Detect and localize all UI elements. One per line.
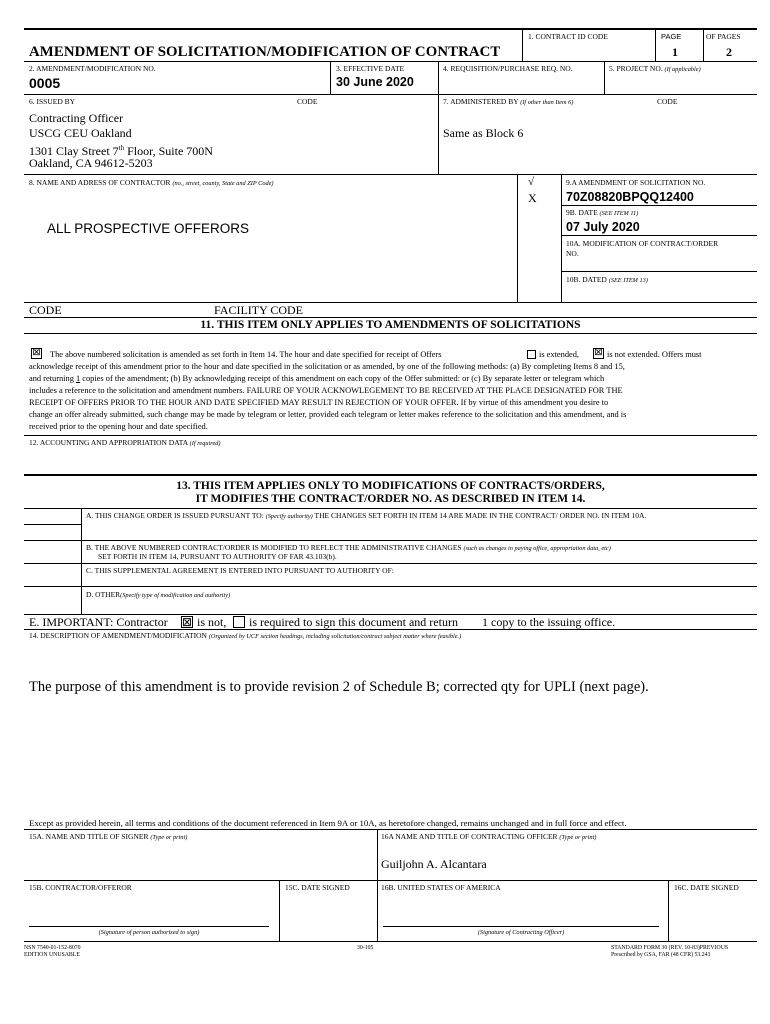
rule <box>24 474 757 476</box>
rule <box>24 302 757 303</box>
item-11-line-5: RECEIPT OF OFFERS PRIOR TO THE HOUR AND DATE SPECIFIED MAY RESULT IN REJECTION OF YOUR OFFER. If by virtue of this amendment you desire to <box>29 398 609 407</box>
divider <box>517 174 518 302</box>
item-15c-label: 15C. DATE SIGNED <box>285 883 350 892</box>
rule <box>24 880 757 881</box>
item-9b-label: 9B. DATE (SEE ITEM 11) <box>566 208 639 217</box>
contractor-label: 8. NAME AND ADRESS OF CONTRACTOR (no., street, county, State and ZIP Code) <box>29 178 274 187</box>
is-not-text: is not, <box>197 615 227 629</box>
rule <box>24 941 757 942</box>
page-value: 1 <box>672 45 678 59</box>
rule <box>24 508 757 509</box>
effective-date-label: 3. EFFECTIVE DATE <box>336 64 405 73</box>
item-11-line-3: and returning 1 copies of the amendment; (b) By acknowledging receipt of this amendment on each copy of the Offer submitted: or (c) By separate letter or telegram which <box>29 374 605 383</box>
item-13b-1: B. THE ABOVE NUMBERED CONTRACT/ORDER IS MODIFIED TO REFLECT THE ADMINISTRATIVE CHANGES (such as changes in paying office, appropriation data, etc) <box>86 543 611 552</box>
code-bottom-label: CODE <box>29 303 62 317</box>
rule <box>24 61 757 62</box>
important-label: E. IMPORTANT: Contractor <box>29 615 168 629</box>
item-13-heading-2: IT MODIFIES THE CONTRACT/ORDER NO. AS DESCRIBED IN ITEM 14. <box>195 493 586 505</box>
rule <box>24 629 757 630</box>
rule <box>24 317 757 318</box>
administered-by-code-label: CODE <box>657 97 678 106</box>
facility-code-label: FACILITY CODE <box>214 303 303 317</box>
rule <box>561 205 757 206</box>
item-9a-value: 70Z08820BPQQ12400 <box>566 190 694 204</box>
footer-edition: EDITION UNUSABLE <box>24 952 80 958</box>
rule <box>24 540 757 541</box>
administered-by-label: 7. ADMINISTERED BY (If other than Item 6) <box>443 97 574 106</box>
footer-sf: STANDARD FORM 30 (REV. 10-83)PREVIOUS <box>611 945 729 951</box>
divider <box>438 61 439 94</box>
item-10a-label-1: 10A. MODIFICATION OF CONTRACT/ORDER <box>566 239 719 248</box>
item-15a-label: 15A. NAME AND TITLE OF SIGNER (Type or print) <box>29 832 188 841</box>
item-11-line-4: includes a reference to the solicitation and amendment numbers. FAILURE OF YOUR ACKNOWLEGEMENT TO BE RECEIVED AT THE PLACE DESIGNATED FOR THE <box>29 386 623 395</box>
item-13a: A. THIS CHANGE ORDER IS ISSUED PURSUANT TO: (Specify authority) THE CHANGES SET FORTH IN ITEM 14 ARE MADE IN THE CONTRACT/ ORDER NO. IN ITEM 10A. <box>86 511 647 520</box>
rule <box>24 333 757 334</box>
divider <box>703 29 704 61</box>
item-11-line-6: change an offer already submitted, such change may be made by telegram or letter, provided each telegram or letter makes reference to the solicitation and this amendment, and is <box>29 410 627 419</box>
amendment-no-value: 0005 <box>29 75 61 91</box>
item-14-label: 14. DESCRIPTION OF AMENDMENT/MODIFICATION (Organized by UCF section headings, including solicitation/contract subject matter where feasible.) <box>29 631 462 640</box>
item-10b-label: 10B. DATED (SEE ITEM 13) <box>566 275 648 284</box>
item-15b-label: 15B. CONTRACTOR/OFFEROR <box>29 883 132 892</box>
page-label: PAGE <box>661 32 682 41</box>
top-rule <box>24 28 757 30</box>
sig-co-note: (Signature of Contracting Officer) <box>477 929 565 936</box>
of-pages-label: OF PAGES <box>706 32 741 41</box>
divider <box>438 94 439 174</box>
of-pages-value: 2 <box>726 45 732 59</box>
rule <box>24 829 757 830</box>
project-no-label: 5. PROJECT NO. (If applicable) <box>609 64 701 73</box>
divider <box>330 61 331 94</box>
divider <box>81 508 82 614</box>
rule <box>561 235 757 236</box>
footer-num: 30-105 <box>357 945 374 951</box>
issued-by-line-3: 1301 Clay Street 7th Floor, Suite 700N <box>29 144 213 158</box>
divider <box>604 61 605 94</box>
issued-by-line-2: USCG CEU Oakland <box>29 126 132 140</box>
issued-by-line-4: Oakland, CA 94612-5203 <box>29 156 153 170</box>
amendment-no-label: 2. AMENDMENT/MODIFICATION NO. <box>29 64 156 73</box>
is-not-checkbox[interactable]: ⊠ <box>182 615 193 629</box>
rule <box>24 586 757 587</box>
divider <box>561 174 562 302</box>
signature-line <box>383 926 659 927</box>
divider <box>279 880 280 941</box>
rule <box>24 563 757 564</box>
item-16a-value: Guiljohn A. Alcantara <box>381 857 487 871</box>
item-13-heading-1: 13. THIS ITEM APPLIES ONLY TO MODIFICATIONS OF CONTRACTS/ORDERS, <box>176 480 605 492</box>
issued-by-line-1: Contracting Officer <box>29 111 124 125</box>
item-11-heading: 11. THIS ITEM ONLY APPLIES TO AMENDMENTS OF SOLICITATIONS <box>200 319 581 331</box>
item-10a-label-2: NO. <box>566 249 579 258</box>
is-extended-text: is extended, <box>539 350 580 359</box>
item-14-text: The purpose of this amendment is to provide revision 2 of Schedule B; corrected qty for UPLI (next page). <box>29 679 649 695</box>
rule <box>24 524 81 525</box>
amended-checkbox[interactable]: ⊠ <box>32 347 41 358</box>
form-title: AMENDMENT OF SOLICITATION/MODIFICATION OF CONTRACT <box>29 44 501 60</box>
rule <box>24 435 757 436</box>
requisition-label: 4. REQUISITION/PURCHASE REQ. NO. <box>443 64 573 73</box>
contract-id-code-label: 1. CONTRACT ID CODE <box>528 32 608 41</box>
sig-person-note: (Signature of person authorized to sign) <box>98 929 200 936</box>
administered-by-value: Same as Block 6 <box>443 126 524 140</box>
item-16a-label: 16A NAME AND TITLE OF CONTRACTING OFFICER (Type or print) <box>381 832 597 841</box>
rule <box>24 94 757 95</box>
rule <box>561 271 757 272</box>
item-12-label: 12. ACCOUNTING AND APPROPRIATION DATA (If required) <box>29 438 221 447</box>
item-13b-2: SET FORTH IN ITEM 14, PURSUANT TO AUTHORITY OF FAR 43.103(b). <box>98 552 337 561</box>
item-9a-label: 9.A AMENDMENT OF SOLICITATION NO. <box>566 178 706 187</box>
footer-gsa: Prescribed by GSA, FAR (48 CFR) 53.243 <box>611 952 711 958</box>
divider <box>655 29 656 61</box>
check-9b: X <box>528 191 537 205</box>
item-13d: D. OTHER(Specify type of modification and authority) <box>86 590 231 599</box>
contractor-value: ALL PROSPECTIVE OFFERORS <box>47 221 250 236</box>
item-11-line-2: acknowledge receipt of this amendment prior to the hour and date specified in the solicitation or as amended, by one of the following methods: (a) By completing Items 8 and 15, <box>29 362 625 371</box>
item-9b-value: 07 July 2020 <box>566 220 640 234</box>
check-9a: √ <box>528 176 535 188</box>
item-11-line-7: received prior to the opening hour and date specified. <box>29 422 208 431</box>
signature-line <box>29 926 269 927</box>
copies-to-office-text: 1 copy to the issuing office. <box>482 615 616 629</box>
not-extended-checkbox[interactable]: ⊠ <box>594 347 603 358</box>
footer-nsn: NSN 7540-01-152-8070 <box>24 945 81 951</box>
divider <box>522 29 523 61</box>
is-required-checkbox[interactable] <box>233 616 245 628</box>
item-16c-label: 16C. DATE SIGNED <box>674 883 739 892</box>
divider <box>377 829 378 941</box>
effective-date-value: 30 June 2020 <box>336 75 414 89</box>
divider <box>668 880 669 941</box>
issued-by-label: 6. ISSUED BY <box>29 97 76 106</box>
except-text: Except as provided herein, all terms and conditions of the document referenced in Item 9A or 10A, as heretofore changed, remains unchanged and in full force and effect. <box>29 818 627 828</box>
issued-by-code-label: CODE <box>297 97 318 106</box>
item-13c: C. THIS SUPPLEMENTAL AGREEMENT IS ENTERED INTO PURSUANT TO AUTHORITY OF: <box>86 566 394 575</box>
item-11-line-1: The above numbered solicitation is amended as set forth in Item 14. The hour and date specified for receipt of Offers <box>50 350 442 359</box>
extended-checkbox[interactable] <box>527 350 536 359</box>
is-not-extended-text: is not extended. Offers must <box>607 350 702 359</box>
is-required-text: is required to sign this document and return <box>249 615 458 629</box>
rule <box>24 174 757 175</box>
item-16b-label: 16B. UNITED STATES OF AMERICA <box>381 883 501 892</box>
